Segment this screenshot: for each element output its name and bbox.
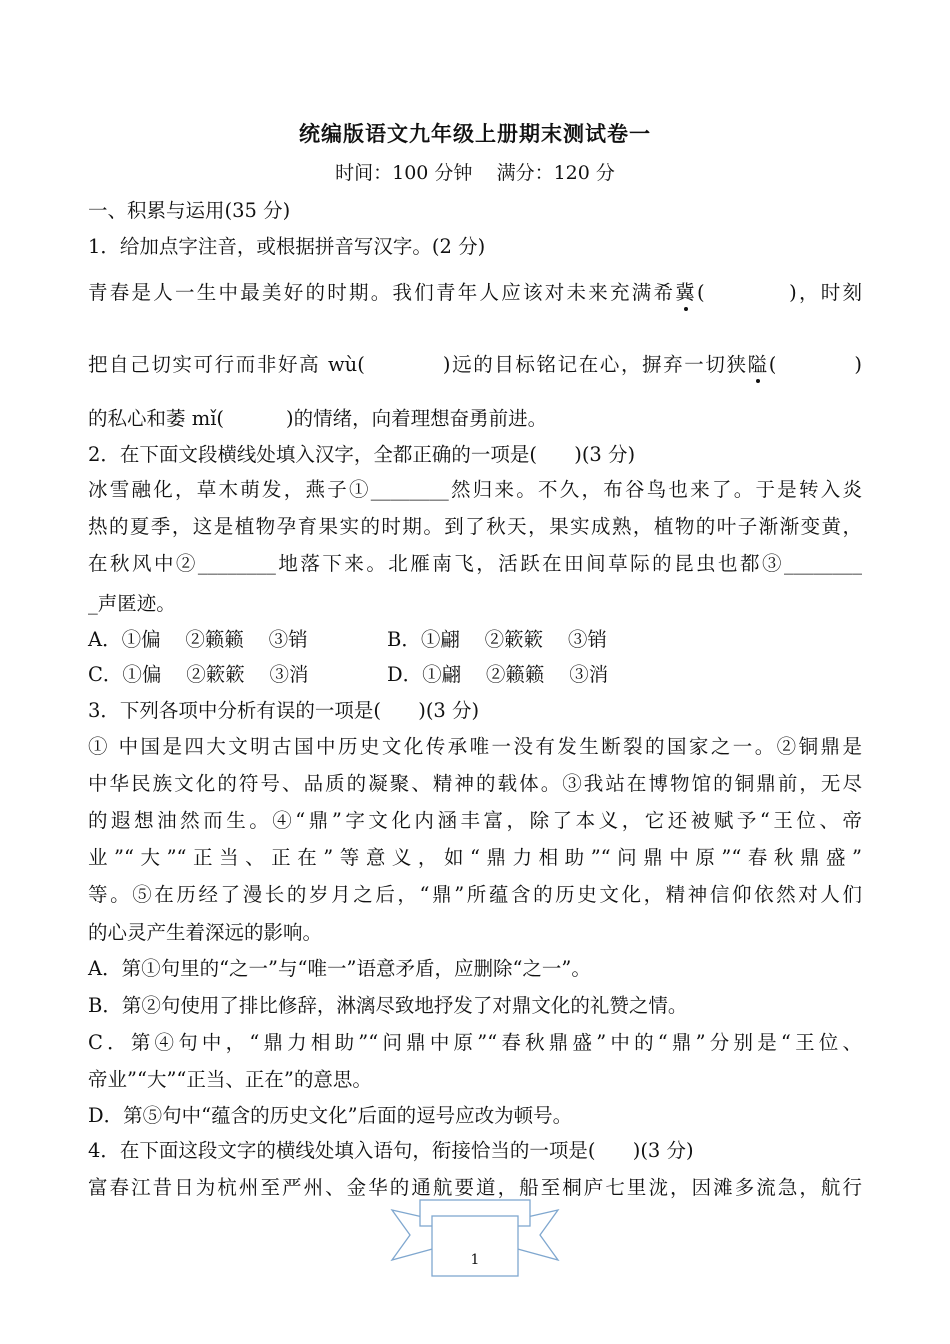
dotted-char: 隘 xyxy=(747,353,769,376)
question-1-line-2: 把自己切实可行而非好高 wù( )远的目标铭记在心，摒弃一切狭隘( ) xyxy=(88,353,862,376)
question-2-option-c: C．①偏 ②簌簌 ③消 xyxy=(88,663,309,686)
question-3-text: 的心灵产生着深远的影响。 xyxy=(88,921,323,944)
question-3-text: 的遐想油然而生。④“鼎”字文化内涵丰富，除了本义，它还被赋予“王位、帝 xyxy=(88,809,862,832)
page-number-ribbon-icon xyxy=(390,1190,560,1300)
dotted-char: 冀 xyxy=(675,281,698,304)
question-1-line-1: 青春是人一生中最美好的时期。我们青年人应该对未来充满希冀( )，时刻 xyxy=(88,281,862,304)
question-3-text: 业”“大”“正当、正在”等意义，如“鼎力相助”“问鼎中原”“春秋鼎盛” xyxy=(88,846,862,869)
question-2-text: _声匿迹。 xyxy=(88,592,176,615)
question-2-text: 冰雪融化，草木萌发，燕子①________然归来。不久，布谷鸟也来了。于是转入炎 xyxy=(88,478,862,501)
question-3-option-b: B．第②句使用了排比修辞，淋漓尽致地抒发了对鼎文化的礼赞之情。 xyxy=(88,994,688,1017)
exam-info: 时间：100 分钟 满分：120 分 xyxy=(335,162,615,184)
question-2-option-a: A．①偏 ②籁籁 ③销 xyxy=(88,628,308,651)
page-number: 1 xyxy=(470,1252,480,1268)
question-3-text: 中华民族文化的符号、品质的凝聚、精神的载体。③我站在博物馆的铜鼎前，无尽 xyxy=(88,772,862,795)
question-3-text: ① 中国是四大文明古国中历史文化传承唯一没有发生断裂的国家之一。②铜鼎是 xyxy=(88,735,862,758)
question-2-stem: 2．在下面文段横线处填入汉字，全都正确的一项是( )(3 分) xyxy=(88,443,636,466)
question-2-text: 在秋风中②________地落下来。北雁南飞，活跃在田间草际的昆虫也都③________ xyxy=(88,552,862,575)
question-2-text: 热的夏季，这是植物孕育果实的时期。到了秋天，果实成熟，植物的叶子渐渐变黄， xyxy=(88,515,862,538)
question-4-text: 富春江昔日为杭州至严州、金华的通航要道，船至桐庐七里泷，因滩多流急，航行 xyxy=(88,1176,862,1199)
question-4-stem: 4．在下面这段文字的横线处填入语句，衔接恰当的一项是( )(3 分) xyxy=(88,1139,694,1162)
page-title: 统编版语文九年级上册期末测试卷一 xyxy=(299,121,651,146)
question-3-text: 等。⑤在历经了漫长的岁月之后，“鼎”所蕴含的历史文化，精神信仰依然对人们 xyxy=(88,883,862,906)
question-3-option-a: A．第①句里的“之一”与“唯一”语意矛盾，应删除“之一”。 xyxy=(88,957,591,980)
question-3-option-c: C．第④句中，“鼎力相助”“问鼎中原”“春秋鼎盛”中的“鼎”分别是“王位、 xyxy=(88,1031,862,1054)
question-2-option-d: D．①翩 ②籁籁 ③消 xyxy=(387,663,609,686)
section-heading: 一、积累与运用(35 分) xyxy=(88,199,291,222)
question-3-stem: 3．下列各项中分析有误的一项是( )(3 分) xyxy=(88,699,480,722)
question-1-line-3: 的私心和萎 mǐ( )的情绪，向着理想奋勇前进。 xyxy=(88,407,548,430)
question-2-option-b: B．①翩 ②簌簌 ③销 xyxy=(387,628,607,651)
question-1-stem: 1．给加点字注音，或根据拼音写汉字。(2 分) xyxy=(88,235,486,258)
question-3-option-c-cont: 帝业”“大”“正当、正在”的意思。 xyxy=(88,1068,372,1091)
question-3-option-d: D．第⑤句中“蕴含的历史文化”后面的逗号应改为顿号。 xyxy=(88,1104,573,1127)
